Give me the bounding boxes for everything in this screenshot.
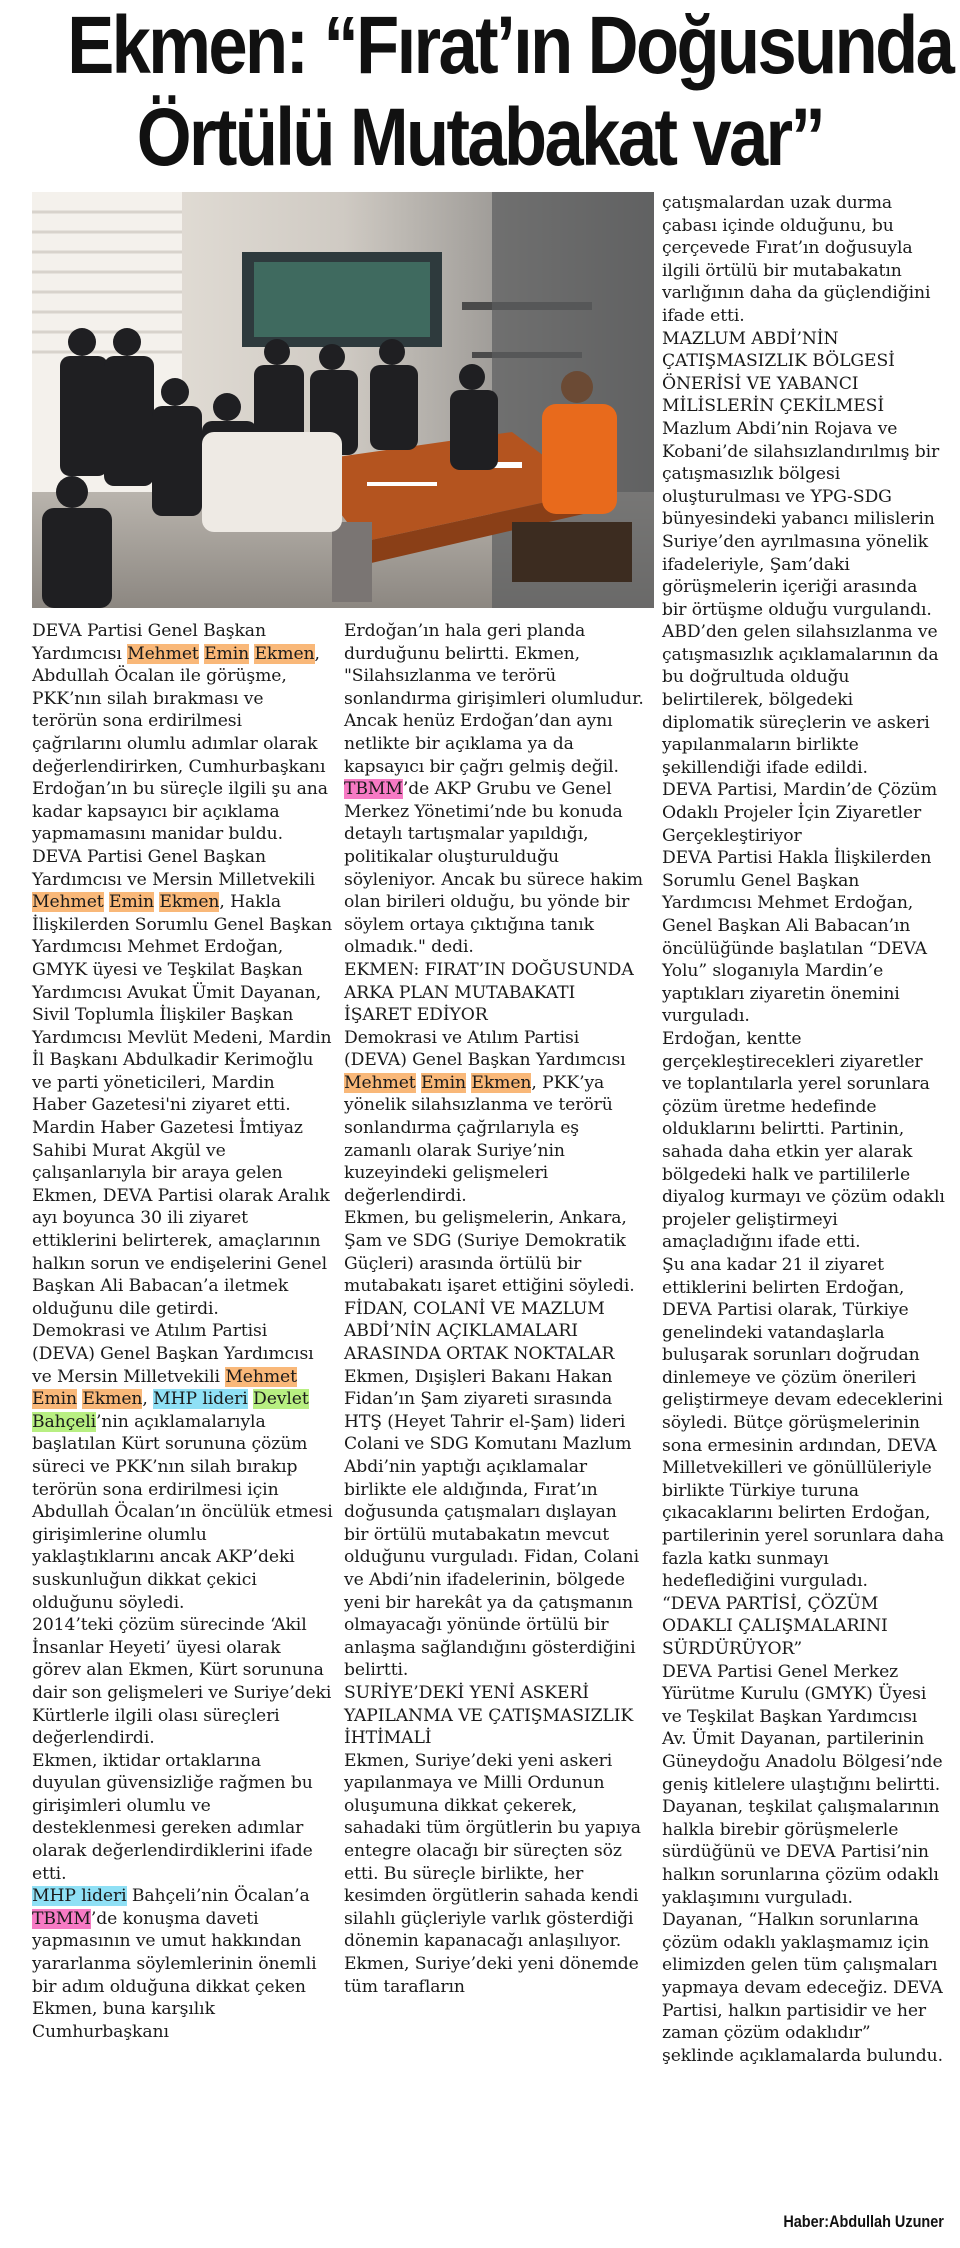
paragraph: DEVA Partisi Genel Başkan Yardımcısı Mehmet Emin Ekmen, Abdullah Öcalan ile görüşme, PKK’nın silah bırakması ve terörün sona erdirilmesi çağrılarını olumlu adımlar olarak değerlendirirken, Cumhurbaşkanı Erdoğan’ın bu süreçle ilgili şu ana kadar kapsayıcı bir açıklama yapmamasını manidar buldu. — [32, 621, 328, 845]
paragraph: Mazlum Abdi’nin Rojava ve Kobani’de silahsızlandırılmış bir çatışmasızlık bölgesi oluşturulması ve YPG-SDG bünyesindeki yabancı milislerin Suriye’den ayrılmasına yönelik ifadeleriyle, Şam’daki görüşmelerin içeriği arasında bir örtüşme olduğu vurgulandı. ABD’den gelen silahsızlanma ve çatışmasızlık açıklamalarının da bu doğrultuda olduğu belirtilerek, bölgedeki diplomatik süreçlerin ve askeri yapılanmaların birlikte şekillendiği ifade edildi. — [662, 418, 940, 778]
paragraph: Ekmen, Dışişleri Bakanı Hakan Fidan’ın Şam ziyareti sırasında HTŞ (Heyet Tahrir el-Şam) lideri Colani ve SDG Komutanı Mazlum Abdi’nin yaptığı açıklamalar birlikte ele aldığında, Fırat’ın doğusunda çatışmaları dışlayan bir örtülü mutabakatın mevcut olduğunu vurguladı. Fidan, Colani ve Abdi’nin ifadelerinin, bölgede yeni bir harekât ya da çatışmanın olmayacağı yönünde örtülü bir anlaşma sağlandığını gösterdiğini belirtti. — [344, 1366, 640, 1681]
subheading: DEVA Partisi, Mardin’de Çözüm Odaklı Projeler İçin Ziyaretler Gerçekleştiriyor — [662, 780, 938, 846]
meeting-photo — [32, 192, 654, 608]
paragraph: 2014’teki çözüm sürecinde ‘Akil İnsanlar Heyeti’ üyesi olarak görev alan Ekmen, Kürt sorununa dair son gelişmeleri ve Suriye’deki Kürtlerle ilgili olası süreçleri değerlendirdi. — [32, 1615, 332, 1749]
paragraph: Demokrasi ve Atılım Partisi (DEVA) Genel Başkan Yardımcısı Mehmet Emin Ekmen, PKK’ya yönelik silahsızlanma ve terörü sonlandırma çağrılarıyla eş zamanlı olarak Suriye’nin kuzeyindeki gelişmeleri değerlendirdi. — [344, 1027, 626, 1206]
paragraph: Dayanan, “Halkın sorunlarına çözüm odaklı yaklaşmamız için elimizden gelen tüm çalışmaları yapmaya devam edeceğiz. DEVA Partisi, halkın partisidir ve her zaman çözüm odaklıdır” şeklinde açıklamalarda bulundu. — [662, 1910, 943, 2066]
byline: Haber:Abdullah Uzuner — [783, 2212, 944, 2231]
paragraph: çatışmalardan uzak durma çabası içinde olduğunu, bu çerçevede Fırat’ın doğusuyla ilgili örtülü bir mutabakatın varlığının daha da güçlendiğini ifade etti. — [662, 193, 931, 326]
paragraph: Ekmen, iktidar ortaklarına duyulan güvensizliğe rağmen bu girişimleri olumlu ve desteklenmesi gereken adımlar olarak değerlendirdiklerini ifade etti. — [32, 1750, 313, 1884]
subheading: “DEVA PARTİSİ, ÇÖZÜM ODAKLI ÇALIŞMALARINI SÜRDÜRÜYOR” — [662, 1593, 888, 1659]
subheading: FİDAN, COLANİ VE MAZLUM ABDİ’NİN AÇIKLAMALARI ARASINDA ORTAK NOKTALAR — [344, 1298, 615, 1364]
paragraph: Dayanan, teşkilat çalışmalarının halkla birebir görüşmelerle sürdüğünü ve DEVA Partisi’nin halkın sorunlarına çözüm odaklı yaklaşımını vurguladı. — [662, 1797, 940, 1908]
paragraph: Demokrasi ve Atılım Partisi (DEVA) Genel Başkan Yardımcısı ve Mersin Milletvekili Mehmet Emin Ekmen, MHP lideri Devlet Bahçeli’nin açıklamalarıyla başlatılan Kürt sorununa çözüm süreci ve PKK’nın silah bırakıp terörün sona erdirilmesi için Abdullah Öcalan’ın öncülük etmesi girişimlerine olumlu yaklaştıklarını ancak AKP’deki suskunluğun dikkat çekici olduğunu söyledi. — [32, 1321, 333, 1613]
headline-line-2: Örtülü Mutabakat var” — [136, 92, 824, 183]
paragraph: Erdoğan’ın hala geri planda durduğunu belirtti. Ekmen, "Silahsızlanma ve terörü sonlandırma girişimleri olumludur. Ancak henüz Erdoğan’dan aynı netlikte bir açıklama ya da kapsayıcı bir çağrı gelmiş değil. TBMM’de AKP Grubu ve Genel Merkez Yönetimi’nde bu konuda detaylı tartışmalar yapıldığı, politikalar oluşturulduğu söyleniyor. Ancak bu sürece hakim olan birileri olduğu, bu yönde bir söylem ortaya çıktığına tanık olmadık." dedi. — [344, 621, 644, 958]
headline — [67, 0, 953, 184]
paragraph: Şu ana kadar 21 il ziyaret ettiklerini belirten Erdoğan, DEVA Partisi olarak, Türkiye genelindeki vatandaşlarla buluşarak sorunları doğrudan dinlemeye ve çözüm önerileri geliştirmeye devam edeceklerini söyledi. Bütçe görüşmelerinin sona ermesinin ardından, DEVA Milletvekilleri ve gönüllüleriyle birlikte Türkiye turuna çıkacaklarını belirten Erdoğan, partilerinin yerel sorunlara daha fazla katkı sunmayı hedeflediğini vurguladı. — [662, 1254, 945, 1592]
paragraph: Mardin Haber Gazetesi İmtiyaz Sahibi Murat Akgül ve çalışanlarıyla bir araya gelen Ekmen, DEVA Partisi olarak Aralık ayı boyunca 30 ili ziyaret ettiklerini belirterek, amaçlarının halkın sorun ve endişelerini Genel Başkan Ali Babacan’a iletmek olduğunu dile getirdi. — [32, 1118, 330, 1319]
article-column-1 — [32, 620, 334, 2043]
meeting-photo-icon — [32, 192, 654, 608]
paragraph: Ekmen, bu gelişmelerin, Ankara, Şam ve SDG (Suriye Demokratik Güçleri) arasında örtülü bir mutabakatı işaret ettiğini söyledi. — [344, 1208, 635, 1297]
article-column-2 — [344, 620, 646, 1998]
paragraph: Erdoğan, kentte gerçekleştirecekleri ziyaretler ve toplantılarla yerel sorunlara çözüm üretme hedefinde olduklarını belirtti. Partinin, sahada daha etkin yer alarak bölgedeki halk ve partililerle diyalog kurmayı ve çözüm odaklı projeler geliştirmeyi amaçladığını ifade etti. — [662, 1028, 945, 1253]
subheading: EKMEN: FIRAT’IN DOĞUSUNDA ARKA PLAN MUTABAKATI İŞARET EDİYOR — [344, 959, 634, 1026]
paragraph: Ekmen, Suriye’deki yeni askeri yapılanmaya ve Milli Ordunun oluşumuna dikkat çekerek, sahadaki tüm örgütlerin bu yapıya entegre olacağı bir süreçten söz etti. Bu süreçle birlikte, her kesimden örgütlerin sahada kendi silahlı güçleriyle varlık gösterdiği dönemin kapanacağı anlaşılıyor. Ekmen, Suriye’deki yeni dönemde tüm tarafların — [344, 1750, 641, 1997]
subheading: MAZLUM ABDİ’NİN ÇATIŞMASIZLIK BÖLGESİ ÖNERİSİ VE YABANCI MİLİSLERİN ÇEKİLMESİ — [662, 328, 895, 417]
paragraph: DEVA Partisi Genel Başkan Yardımcısı ve Mersin Milletvekili Mehmet Emin Ekmen, Hakla İlişkilerden Sorumlu Genel Başkan Yardımcısı Mehmet Erdoğan, GMYK üyesi ve Teşkilat Başkan Yardımcısı Avukat Ümit Dayanan, Sivil Toplumla İlişkiler Başkan Yardımcısı Mevlüt Medeni, Mardin İl Başkanı Abdulkadir Kerimoğlu ve parti yöneticileri, Mardin Haber Gazetesi'ni ziyaret etti. — [32, 846, 333, 1116]
paragraph: MHP lideri Bahçeli’nin Öcalan’a TBMM’de konuşma daveti yapmasının ve umut hakkından yararlanma söylemlerinin önemli bir adım olduğuna dikkat çeken Ekmen, buna karşılık Cumhurbaşkanı — [32, 1886, 317, 2042]
headline-line-1: Ekmen: “Fırat’ın Doğusunda — [67, 0, 953, 91]
paragraph: DEVA Partisi Genel Merkez Yürütme Kurulu (GMYK) Üyesi ve Teşkilat Başkan Yardımcısı Av. Ümit Dayanan, partilerinin Güneydoğu Anadolu Bölgesi’nde geniş kitlelere ulaştığını belirtti. — [662, 1661, 943, 1795]
paragraph: DEVA Partisi Hakla İlişkilerden Sorumlu Genel Başkan Yardımcısı Mehmet Erdoğan, Genel Başkan Ali Babacan’ın öncülüğünde başlatılan “DEVA Yolu” sloganıyla Mardin’e yaptıkları ziyaretin önemini vurguladı. — [662, 848, 932, 1027]
subheading: SURİYE’DEKİ YENİ ASKERİ YAPILANMA VE ÇATIŞMASIZLIK İHTİMALİ — [344, 1682, 634, 1749]
article-column-3 — [662, 192, 946, 2067]
